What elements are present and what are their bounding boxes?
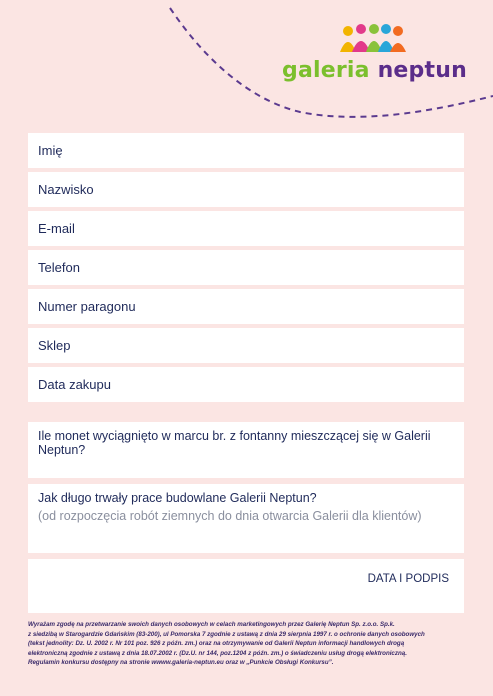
name-field-label: Imię bbox=[38, 143, 63, 158]
logo-wordmark bbox=[282, 58, 487, 83]
question-2-answer-box[interactable] bbox=[28, 484, 464, 553]
legal-line: Wyrażam zgodę na przetwarzanie swoich danych osobowych w celach marketingowych przez Galerię Neptun Sp. z.o.o. Sp.k. bbox=[28, 621, 395, 628]
surname-field[interactable] bbox=[28, 172, 464, 207]
legal-line: elektroniczną zgodnie z ustawą z dnia 18.07.2002 r. (Dz.U. nr 144, poz.1204 z późn. zm.) o świadczeniu usług drogą elektroniczną. bbox=[28, 649, 407, 657]
shop-field-label: Sklep bbox=[38, 338, 71, 353]
question-2-note: (od rozpoczęcia robót ziemnych do dnia otwarcia Galerii dla klientów) bbox=[38, 509, 422, 523]
legal-consent-text bbox=[28, 620, 478, 668]
people-figures-icon bbox=[282, 22, 487, 58]
phone-field-label: Telefon bbox=[38, 260, 80, 275]
surname-field-label: Nazwisko bbox=[38, 182, 94, 197]
personal-data-fields bbox=[28, 133, 464, 406]
purchase-date-field-label: Data zakupu bbox=[38, 377, 111, 392]
receipt-number-field-label: Numer paragonu bbox=[38, 299, 136, 314]
signature-box[interactable] bbox=[28, 559, 464, 613]
legal-line: (tekst jednolity: Dz. U. 2002 r. Nr 101 poz. 926 z późn. zm.) oraz na otrzymywanie od Galerii Neptun informacji handlowych drogą bbox=[28, 640, 405, 648]
legal-line: z siedzibą w Starogardzie Gdańskim (83-200), ul Pomorska 7 zgodnie z ustawą z dnia 29 sierpnia 1997 r. o ochronie danych osobowych bbox=[28, 630, 425, 638]
purchase-date-field[interactable] bbox=[28, 367, 464, 402]
legal-line: Regulamin konkursu dostępny na stronie wwww.galeria-neptun.eu oraz w „Punkcie Obsługi Konkursu”. bbox=[28, 659, 334, 667]
receipt-number-field[interactable] bbox=[28, 289, 464, 324]
galeria-neptun-logo bbox=[282, 22, 487, 94]
email-field-label: E-mail bbox=[38, 221, 75, 236]
logo-word-neptun: neptun bbox=[377, 58, 467, 83]
name-field[interactable] bbox=[28, 133, 464, 168]
email-field[interactable] bbox=[28, 211, 464, 246]
question-1-text: Ile monet wyciągnięto w marcu br. z fontanny mieszczącej się w Galerii Neptun? bbox=[38, 429, 431, 457]
signature-label: DATA I PODPIS bbox=[367, 573, 449, 585]
shop-field[interactable] bbox=[28, 328, 464, 363]
phone-field[interactable] bbox=[28, 250, 464, 285]
logo-word-galeria: galeria bbox=[282, 58, 370, 83]
question-2-text: Jak długo trwały prace budowlane Galerii Neptun? bbox=[38, 491, 317, 505]
question-1-answer-box[interactable] bbox=[28, 422, 464, 478]
